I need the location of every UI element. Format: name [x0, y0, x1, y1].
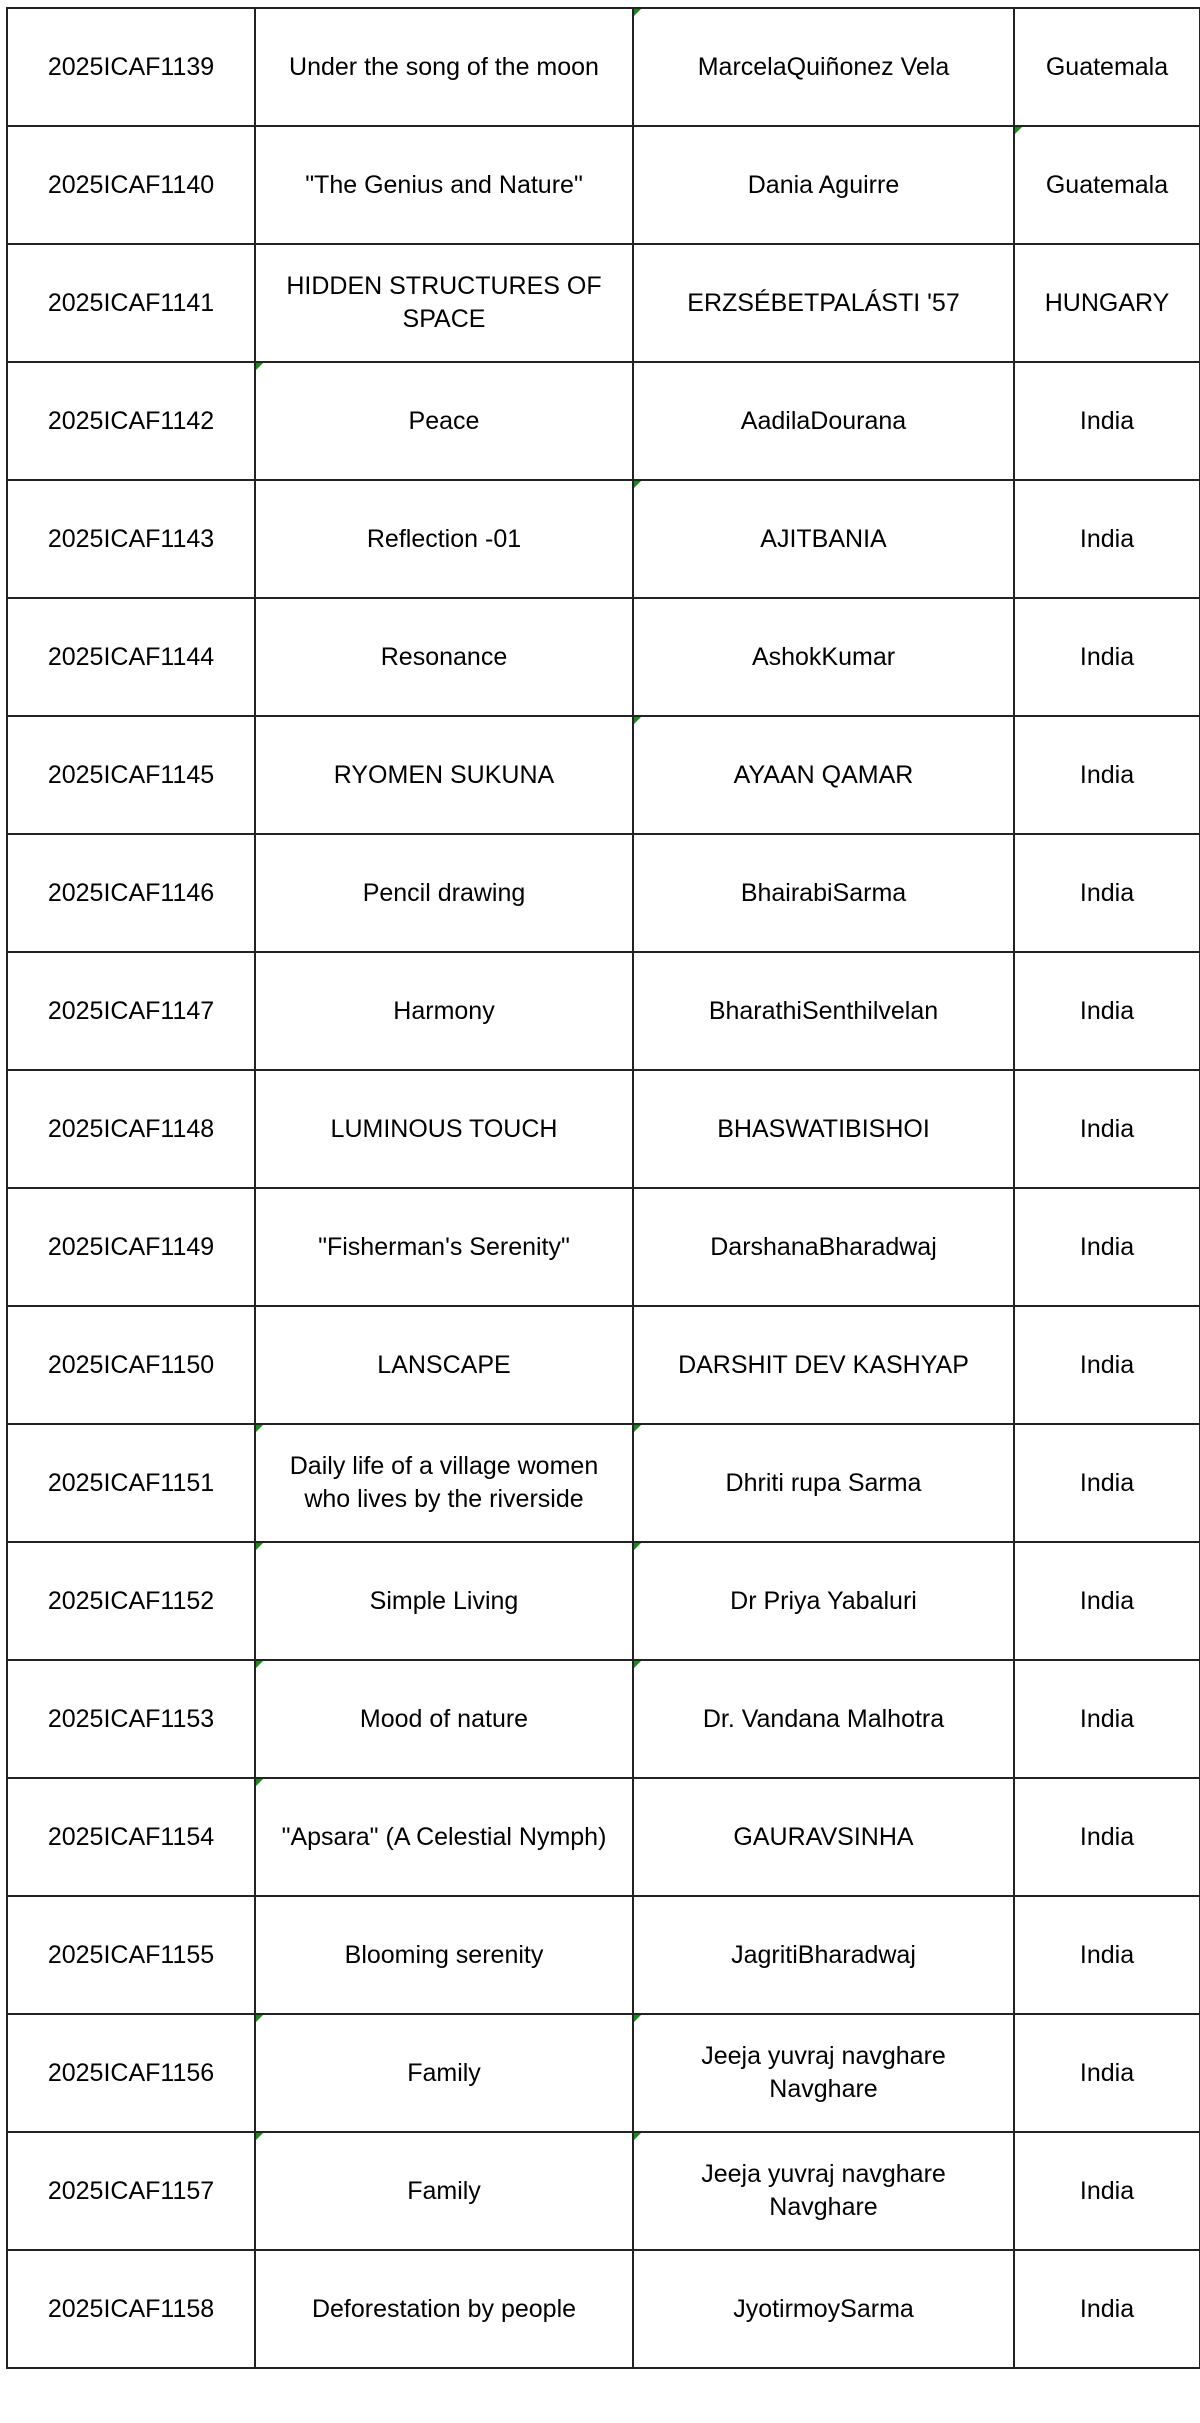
artist-cell[interactable] — [633, 1778, 1014, 1896]
title-text: Reflection -01 — [366, 524, 522, 553]
artist-cell[interactable] — [633, 1424, 1014, 1542]
entry-id-text: 2025ICAF1154 — [47, 1822, 215, 1851]
country-text: India — [1079, 1822, 1135, 1851]
country-text: India — [1079, 2176, 1135, 2205]
title-text: LANSCAPE — [377, 1350, 511, 1379]
artist-text: AJITBANIA — [760, 524, 887, 553]
country-cell[interactable] — [1014, 1542, 1200, 1660]
cell-indicator-icon — [256, 1661, 263, 1668]
entry-id-cell[interactable] — [7, 480, 255, 598]
country-cell[interactable] — [1014, 2250, 1200, 2368]
table-row — [7, 834, 1200, 952]
entry-id-cell[interactable] — [7, 126, 255, 244]
title-cell[interactable] — [255, 1306, 633, 1424]
country-text: HUNGARY — [1044, 288, 1170, 317]
cell-indicator-icon — [256, 1543, 263, 1550]
title-cell[interactable] — [255, 1778, 633, 1896]
entry-id-text: 2025ICAF1156 — [47, 2058, 215, 2087]
entry-id-text: 2025ICAF1152 — [47, 1586, 215, 1615]
title-cell[interactable] — [255, 1188, 633, 1306]
table-row — [7, 2250, 1200, 2368]
entry-id-text: 2025ICAF1140 — [47, 170, 215, 199]
cell-indicator-icon — [634, 2015, 641, 2022]
title-text: RYOMEN SUKUNA — [333, 760, 555, 789]
cell-indicator-icon — [256, 1779, 263, 1786]
entry-id-text: 2025ICAF1143 — [47, 524, 215, 553]
entry-id-cell[interactable] — [7, 1188, 255, 1306]
cell-indicator-icon — [634, 2133, 641, 2140]
country-text: India — [1079, 1468, 1135, 1497]
country-cell[interactable] — [1014, 598, 1200, 716]
entry-id-cell[interactable] — [7, 2132, 255, 2250]
artist-cell[interactable] — [633, 244, 1014, 362]
title-text: Deforestation by people — [311, 2294, 577, 2323]
title-cell[interactable] — [255, 480, 633, 598]
artist-text: JyotirmoySarma — [733, 2294, 914, 2323]
title-text: Under the song of the moon — [289, 52, 599, 81]
title-text: Family — [407, 2058, 481, 2087]
country-text: India — [1079, 1350, 1135, 1379]
entry-id-text: 2025ICAF1151 — [47, 1468, 215, 1497]
country-text: India — [1079, 406, 1135, 435]
artist-cell[interactable] — [633, 952, 1014, 1070]
artist-cell[interactable] — [633, 362, 1014, 480]
country-text: India — [1079, 642, 1135, 671]
artist-text: BHASWATIBISHOI — [717, 1114, 930, 1143]
artist-cell[interactable] — [633, 8, 1014, 126]
entry-id-text: 2025ICAF1144 — [47, 642, 215, 671]
entry-id-cell[interactable] — [7, 244, 255, 362]
table-row — [7, 2014, 1200, 2132]
entry-id-text: 2025ICAF1153 — [47, 1704, 215, 1733]
artist-cell[interactable] — [633, 2250, 1014, 2368]
artist-text: Dr. Vandana Malhotra — [702, 1704, 945, 1733]
cell-indicator-icon — [256, 2133, 263, 2140]
title-cell[interactable] — [255, 1070, 633, 1188]
title-text: HIDDEN STRUCTURES OF SPACE — [286, 272, 602, 333]
artist-text: Dhriti rupa Sarma — [725, 1468, 922, 1497]
country-cell[interactable] — [1014, 126, 1200, 244]
table-row — [7, 1660, 1200, 1778]
title-text: Mood of nature — [359, 1704, 529, 1733]
cell-indicator-icon — [1015, 127, 1022, 134]
entry-id-cell[interactable] — [7, 8, 255, 126]
country-text: Guatemala — [1045, 52, 1169, 81]
entry-id-cell[interactable] — [7, 362, 255, 480]
title-cell[interactable] — [255, 598, 633, 716]
country-cell[interactable] — [1014, 2014, 1200, 2132]
artist-text: GAURAVSINHA — [733, 1822, 914, 1851]
table-row — [7, 480, 1200, 598]
country-cell[interactable] — [1014, 8, 1200, 126]
title-cell[interactable] — [255, 834, 633, 952]
country-cell[interactable] — [1014, 1660, 1200, 1778]
title-cell[interactable] — [255, 1424, 633, 1542]
title-cell[interactable] — [255, 716, 633, 834]
entry-id-cell[interactable] — [7, 716, 255, 834]
artist-text: DarshanaBharadwaj — [710, 1232, 937, 1261]
artist-cell[interactable] — [633, 716, 1014, 834]
artist-text: JagritiBharadwaj — [731, 1940, 916, 1969]
cell-indicator-icon — [634, 717, 641, 724]
artist-cell[interactable] — [633, 2014, 1014, 2132]
title-text: Family — [407, 2176, 481, 2205]
country-cell[interactable] — [1014, 716, 1200, 834]
artist-text: AadilaDourana — [740, 406, 907, 435]
artist-cell[interactable] — [633, 1070, 1014, 1188]
country-text: India — [1079, 1704, 1135, 1733]
artist-text: BharathiSenthilvelan — [708, 996, 939, 1025]
entry-id-cell[interactable] — [7, 598, 255, 716]
entry-id-cell[interactable] — [7, 1542, 255, 1660]
country-text: India — [1079, 1940, 1135, 1969]
entry-id-cell[interactable] — [7, 834, 255, 952]
cell-indicator-icon — [634, 9, 641, 16]
entry-id-text: 2025ICAF1145 — [47, 760, 215, 789]
country-text: India — [1079, 2294, 1135, 2323]
title-cell[interactable] — [255, 2250, 633, 2368]
table-row — [7, 1188, 1200, 1306]
cell-indicator-icon — [256, 2015, 263, 2022]
entry-id-text: 2025ICAF1149 — [47, 1232, 215, 1261]
country-cell[interactable] — [1014, 1306, 1200, 1424]
artist-text: DARSHIT DEV KASHYAP — [678, 1350, 969, 1379]
title-cell[interactable] — [255, 126, 633, 244]
table-row — [7, 598, 1200, 716]
cell-indicator-icon — [634, 481, 641, 488]
entries-table-body — [7, 8, 1200, 2368]
entries-table — [6, 7, 1200, 2369]
entry-id-text: 2025ICAF1141 — [47, 288, 215, 317]
table-row — [7, 952, 1200, 1070]
entry-id-text: 2025ICAF1142 — [47, 406, 215, 435]
artist-cell[interactable] — [633, 1896, 1014, 2014]
table-row — [7, 716, 1200, 834]
cell-indicator-icon — [256, 363, 263, 370]
cell-indicator-icon — [256, 1425, 263, 1432]
table-row — [7, 362, 1200, 480]
entry-id-text: 2025ICAF1147 — [47, 996, 215, 1025]
artist-cell[interactable] — [633, 1306, 1014, 1424]
title-text: "Apsara" (A Celestial Nymph) — [281, 1822, 607, 1851]
artist-cell[interactable] — [633, 1542, 1014, 1660]
table-row — [7, 1070, 1200, 1188]
title-text: Blooming serenity — [344, 1940, 544, 1969]
title-cell[interactable] — [255, 8, 633, 126]
entry-id-text: 2025ICAF1139 — [47, 52, 215, 81]
country-cell[interactable] — [1014, 1778, 1200, 1896]
country-text: India — [1079, 524, 1135, 553]
table-row — [7, 1778, 1200, 1896]
artist-text: Jeeja yuvraj navghare Navghare — [701, 2042, 946, 2103]
entry-id-cell[interactable] — [7, 1660, 255, 1778]
title-cell[interactable] — [255, 2132, 633, 2250]
artist-cell[interactable] — [633, 480, 1014, 598]
artist-text: BhairabiSarma — [740, 878, 907, 907]
entry-id-cell[interactable] — [7, 2014, 255, 2132]
artist-text: Dr Priya Yabaluri — [730, 1586, 917, 1615]
entry-id-cell[interactable] — [7, 2250, 255, 2368]
artist-text: MarcelaQuiñonez Vela — [697, 52, 950, 81]
country-cell[interactable] — [1014, 244, 1200, 362]
country-text: India — [1079, 878, 1135, 907]
table-row — [7, 1896, 1200, 2014]
table-row — [7, 2132, 1200, 2250]
title-cell[interactable] — [255, 952, 633, 1070]
artist-cell[interactable] — [633, 2132, 1014, 2250]
entry-id-cell[interactable] — [7, 1306, 255, 1424]
entry-id-cell[interactable] — [7, 1424, 255, 1542]
cell-indicator-icon — [634, 1661, 641, 1668]
title-text: "The Genius and Nature" — [305, 170, 583, 199]
title-cell[interactable] — [255, 1542, 633, 1660]
cell-indicator-icon — [634, 1425, 641, 1432]
title-text: Daily life of a village women who lives by the riverside — [289, 1452, 599, 1513]
title-cell[interactable] — [255, 244, 633, 362]
title-text: "Fisherman's Serenity" — [318, 1232, 570, 1261]
title-text: Simple Living — [369, 1586, 519, 1615]
artist-text: Jeeja yuvraj navghare Navghare — [701, 2160, 946, 2221]
country-text: India — [1079, 1114, 1135, 1143]
artist-text: Dania Aguirre — [747, 170, 900, 199]
country-text: India — [1079, 1232, 1135, 1261]
country-cell[interactable] — [1014, 834, 1200, 952]
artist-text: AshokKumar — [751, 642, 896, 671]
title-cell[interactable] — [255, 1660, 633, 1778]
artist-text: ERZSÉBETPALÁSTI '57 — [687, 288, 960, 317]
entry-id-text: 2025ICAF1148 — [47, 1114, 215, 1143]
country-cell[interactable] — [1014, 952, 1200, 1070]
entry-id-cell[interactable] — [7, 1070, 255, 1188]
title-cell[interactable] — [255, 1896, 633, 2014]
artist-cell[interactable] — [633, 598, 1014, 716]
country-text: Guatemala — [1045, 170, 1169, 199]
title-text: LUMINOUS TOUCH — [330, 1114, 558, 1143]
artist-cell[interactable] — [633, 1660, 1014, 1778]
artist-cell[interactable] — [633, 834, 1014, 952]
country-cell[interactable] — [1014, 1896, 1200, 2014]
entry-id-cell[interactable] — [7, 1778, 255, 1896]
table-row — [7, 244, 1200, 362]
artist-cell[interactable] — [633, 126, 1014, 244]
title-text: Peace — [408, 406, 480, 435]
country-cell[interactable] — [1014, 1188, 1200, 1306]
title-cell[interactable] — [255, 362, 633, 480]
table-row — [7, 126, 1200, 244]
title-text: Resonance — [380, 642, 508, 671]
country-cell[interactable] — [1014, 1070, 1200, 1188]
entry-id-text: 2025ICAF1155 — [47, 1940, 215, 1969]
cell-indicator-icon — [634, 1543, 641, 1550]
table-row — [7, 1424, 1200, 1542]
table-row — [7, 8, 1200, 126]
title-text: Harmony — [393, 996, 495, 1025]
entry-id-cell[interactable] — [7, 1896, 255, 2014]
country-cell[interactable] — [1014, 362, 1200, 480]
country-cell[interactable] — [1014, 1424, 1200, 1542]
artist-text: AYAAN QAMAR — [733, 760, 914, 789]
entry-id-text: 2025ICAF1157 — [47, 2176, 215, 2205]
artist-cell[interactable] — [633, 1188, 1014, 1306]
entry-id-text: 2025ICAF1150 — [47, 1350, 215, 1379]
country-text: India — [1079, 760, 1135, 789]
country-cell[interactable] — [1014, 480, 1200, 598]
country-cell[interactable] — [1014, 2132, 1200, 2250]
entry-id-text: 2025ICAF1158 — [47, 2294, 215, 2323]
title-cell[interactable] — [255, 2014, 633, 2132]
title-text: Pencil drawing — [362, 878, 526, 907]
country-text: India — [1079, 996, 1135, 1025]
country-text: India — [1079, 2058, 1135, 2087]
table-row — [7, 1306, 1200, 1424]
entry-id-cell[interactable] — [7, 952, 255, 1070]
country-text: India — [1079, 1586, 1135, 1615]
entry-id-text: 2025ICAF1146 — [47, 878, 215, 907]
table-row — [7, 1542, 1200, 1660]
